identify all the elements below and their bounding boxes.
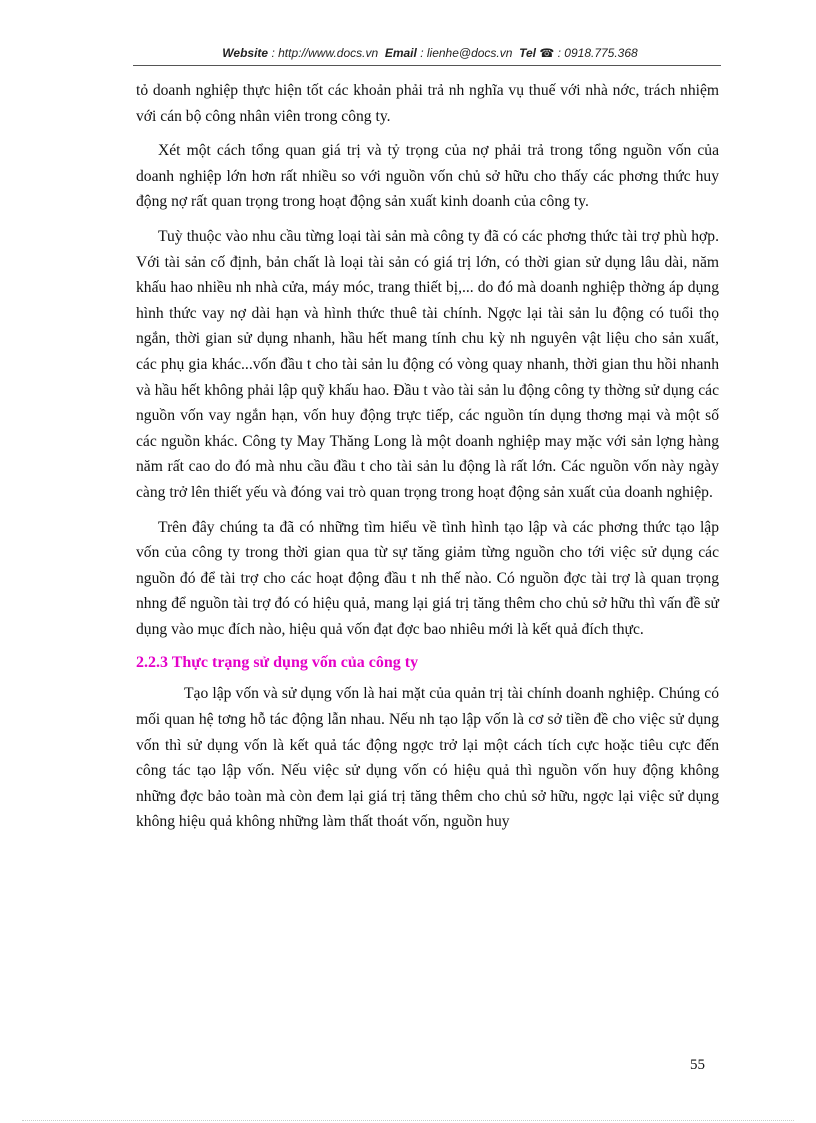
tel-label: Tel ☎ [519, 46, 555, 60]
email-label: Email [384, 46, 417, 60]
paragraph-continuation: tỏ doanh nghiệp thực hiện tốt các khoản phải trả nh nghĩa vụ thuế với nhà nớc, trách nhiệm với cán bộ công nhân viên trong công ty. [136, 82, 719, 125]
tel-number: : 0918.775.368 [557, 46, 638, 60]
document-body [136, 78, 719, 844]
email-address[interactable]: : lienhe@docs.vn [420, 46, 513, 60]
header-divider [133, 65, 721, 66]
page-bottom-border [22, 1120, 794, 1121]
section-heading: 2.2.3 Thực trạng sử dụng vốn của công ty [136, 654, 419, 672]
paragraph-summary: Trên đây chúng ta đã có những tìm hiểu về tình hình tạo lập và các phơng thức tạo lập vốn của công ty trong thời gian qua từ sự tăng giảm từng nguồn cho tới việc sử dụng các nguồn đó để tài trợ cho các hoạt động đầu t nh thế nào. Có nguồn đợc tài trợ là quan trọng nhng để nguồn tài trợ đó có hiệu quả, mang lại giá trị tăng thêm cho chủ sở hữu thì vấn đề sử dụng vào mục đích nào, hiệu quả vốn đạt đợc bao nhiêu mới là kết quả đích thực. [136, 518, 719, 638]
paragraph-capital-usage: Tạo lập vốn và sử dụng vốn là hai mặt của quản trị tài chính doanh nghiệp. Chúng có mối quan hệ tơng hỗ tác động lẫn nhau. Nếu nh tạo lập vốn là cơ sở tiền đề cho việc sử dụng vốn thì sử dụng vốn là kết quả tác động ngợc trở lại một cách tích cực hoặc tiêu cực đến công tác tạo lập vốn. Nếu việc sử dụng vốn có hiệu quả thì nguồn vốn huy động không những đợc bảo toàn mà còn đem lại giá trị tăng thêm cho chủ sở hữu, ngợc lại việc sử dụng không hiệu quả không những làm thất thoát vốn, nguồn huy [136, 685, 719, 831]
page-header [130, 46, 730, 60]
website-label: Website [222, 46, 269, 60]
page-number: 55 [690, 1057, 705, 1073]
paragraph-asset-financing: Tuỳ thuộc vào nhu cầu từng loại tài sản mà công ty đã có các phơng thức tài trợ phù hợp. Với tài sản cố định, bản chất là loại tài sản có giá trị lớn, có thời gian sử dụng lâu dài, năm khấu hao nhiều nh nhà cửa, máy móc, trang thiết bị,... do đó mà doanh nghiệp thờng áp dụng hình thức vay nợ dài hạn và hình thức thuê tài chính. Ngợc lại tài sản lu động có tuổi thọ ngắn, thời gian sử dụng nhanh, hầu hết mang tính chu kỳ nh nguyên vật liệu cho sản xuất, các phụ gia khác...vốn đầu t cho tài sản lu động có vòng quay nhanh, thời gian thu hồi nhanh và hầu hết không phải lập quỹ khấu hao. Đầu t vào tài sản lu động công ty thờng sử dụng các nguồn vốn vay ngắn hạn, vốn huy động trực tiếp, các nguồn tín dụng thơng mại và một số các nguồn khác. Công ty May Thăng Long là một doanh nghiệp may mặc với sản lợng hàng năm rất cao do đó mà nhu cầu đầu t cho tài sản lu động là rất lớn. Các nguồn vốn này ngày càng trở lên thiết yếu và đóng vai trò quan trọng trong hoạt động sản xuất của doanh nghiệp. [136, 227, 719, 501]
paragraph-debt-overview: Xét một cách tổng quan giá trị và tỷ trọng của nợ phải trả trong tổng nguồn vốn của doanh nghiệp lớn hơn rất nhiều so với nguồn vốn chủ sở hữu cho thấy các phơng thức huy động nợ rất quan trọng trong hoạt động sản xuất kinh doanh của công ty. [136, 142, 719, 211]
website-url[interactable]: : http://www.docs.vn [271, 46, 379, 60]
